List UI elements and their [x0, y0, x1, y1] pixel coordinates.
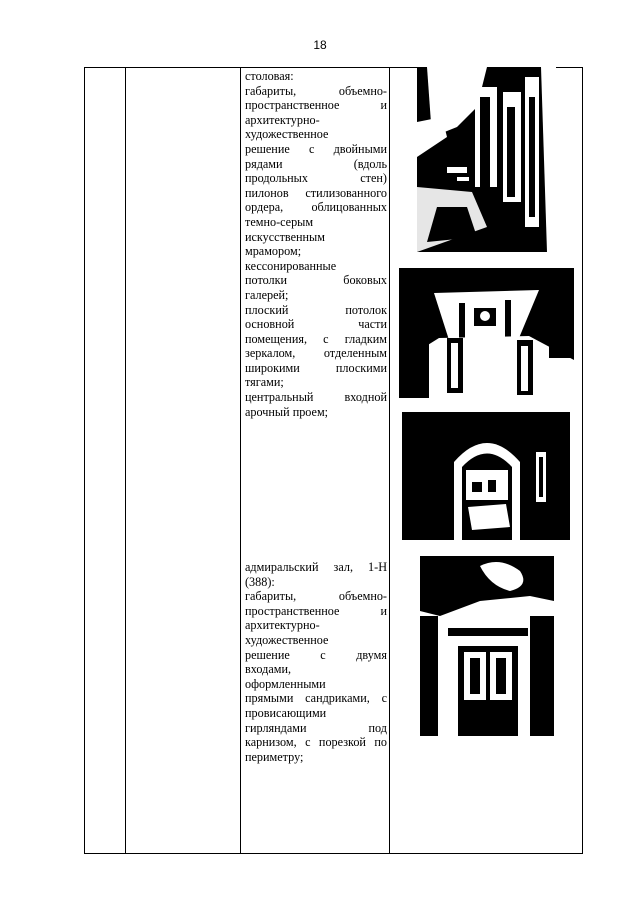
column-divider [240, 68, 241, 853]
text-line: провисающими [245, 705, 327, 720]
text-line: пространственное и [245, 603, 387, 618]
description-dining-hall [245, 69, 387, 419]
description-admiral-hall [245, 560, 387, 764]
page-number: 18 [313, 38, 327, 52]
text-line: рядами (вдоль [245, 156, 387, 171]
text-line: габариты, объемно- [245, 589, 387, 604]
text-line: карнизом, с порезкой по [245, 735, 387, 750]
door-sandrik-photo [420, 556, 554, 736]
text-line: архитектурно- [245, 112, 320, 127]
column-divider [125, 68, 126, 853]
arch-doorway-photo [402, 412, 570, 540]
text-line: периметру; [245, 749, 304, 764]
text-line: гирляндами под [245, 720, 387, 735]
colonnade-photo [417, 67, 556, 252]
text-line: широкими плоскими [245, 360, 387, 375]
text-line: искусственным [245, 229, 325, 244]
text-line: столовая: [245, 69, 294, 83]
ceiling-photo [399, 268, 574, 398]
text-line: габариты, объемно- [245, 83, 387, 98]
text-line: темно-серым [245, 214, 314, 229]
text-line: оформленными [245, 676, 326, 691]
text-line: (388): [245, 574, 275, 589]
text-line: тягами; [245, 375, 284, 390]
text-line: основной части [245, 317, 387, 332]
text-line: входами, [245, 662, 292, 677]
column-divider [389, 68, 390, 853]
text-line: прямыми сандриками, с [245, 691, 387, 706]
text-line: галерей; [245, 287, 289, 302]
text-line: продольных стен) [245, 171, 387, 186]
text-line: арочный проем; [245, 404, 329, 419]
text-line: ордера, облицованных [245, 200, 387, 215]
text-line: художественное [245, 127, 329, 142]
text-line: пространственное и [245, 98, 387, 113]
text-line: архитектурно- [245, 618, 320, 633]
text-line: помещения, с гладким [245, 331, 387, 346]
text-line: потолки боковых [245, 273, 387, 288]
text-line: зеркалом, отделенным [245, 346, 387, 361]
text-line: плоский потолок [245, 302, 387, 317]
text-line: кессонированные [245, 258, 337, 273]
text-line: решение с двойными [245, 141, 387, 156]
text-line: художественное [245, 632, 329, 647]
text-line: пилонов стилизованного [245, 185, 387, 200]
text-line: решение с двумя [245, 647, 387, 662]
text-line: мрамором; [245, 244, 302, 259]
text-line: адмиральский зал, 1-Н [245, 560, 387, 574]
text-line: центральный входной [245, 390, 387, 405]
